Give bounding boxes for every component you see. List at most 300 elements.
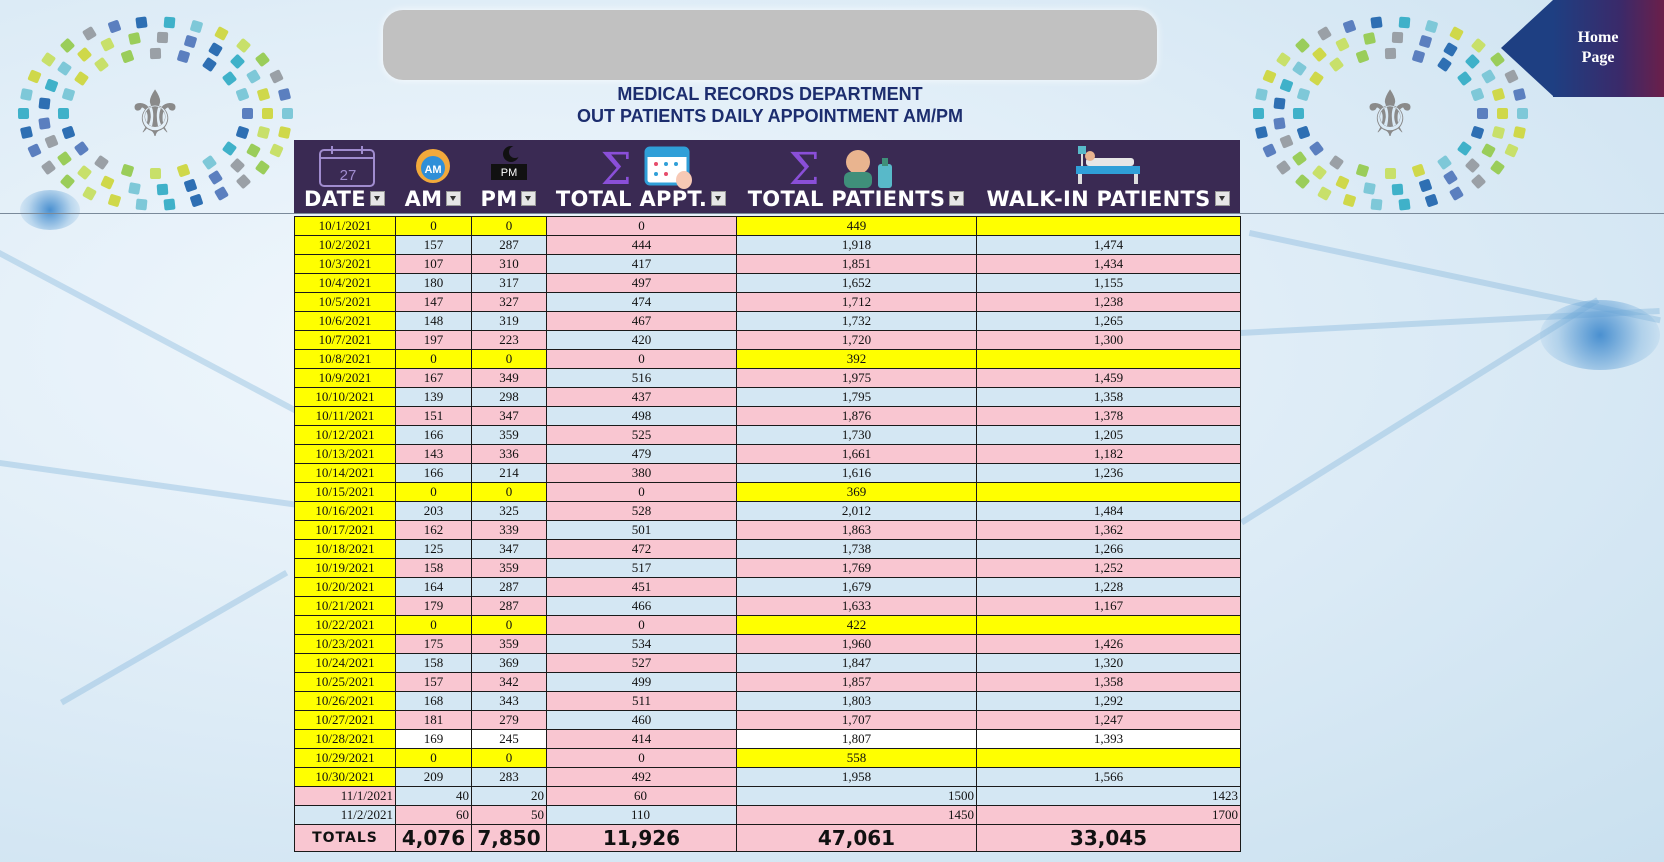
cell-date[interactable]: 11/1/2021 <box>295 787 396 806</box>
cell-pm[interactable]: 214 <box>472 464 547 483</box>
am-filter-dropdown[interactable] <box>446 191 461 206</box>
logo-tile <box>1336 175 1351 190</box>
cell-appt[interactable]: 479 <box>547 445 737 464</box>
cell-am[interactable]: 203 <box>396 502 472 521</box>
cell-am[interactable]: 168 <box>396 692 472 711</box>
cell-date[interactable]: 10/26/2021 <box>295 692 396 711</box>
cell-am[interactable]: 166 <box>396 464 472 483</box>
table-row[interactable] <box>295 274 1241 293</box>
cell-appt[interactable]: 516 <box>547 369 737 388</box>
cell-date[interactable]: 10/30/2021 <box>295 768 396 787</box>
cell-am[interactable]: 0 <box>396 483 472 502</box>
cell-am[interactable]: 139 <box>396 388 472 407</box>
pm-filter-dropdown[interactable] <box>521 191 536 206</box>
table-row-extra[interactable] <box>295 806 1241 825</box>
cell-walkin[interactable]: 1,484 <box>977 502 1241 521</box>
cell-walkin[interactable] <box>977 616 1241 635</box>
cell-am[interactable]: 60 <box>396 806 472 825</box>
table-row[interactable] <box>295 483 1241 502</box>
cell-walkin[interactable]: 1,378 <box>977 407 1241 426</box>
header-pm-label: PM <box>480 187 518 211</box>
cell-am[interactable]: 169 <box>396 730 472 749</box>
cell-date[interactable]: 10/19/2021 <box>295 559 396 578</box>
cell-pm[interactable]: 359 <box>472 559 547 578</box>
logo-tile <box>1385 48 1396 59</box>
cell-appt[interactable]: 534 <box>547 635 737 654</box>
cell-walkin[interactable]: 1,362 <box>977 521 1241 540</box>
cell-date[interactable]: 11/2/2021 <box>295 806 396 825</box>
cell-pm[interactable]: 298 <box>472 388 547 407</box>
header-date <box>294 140 395 213</box>
cell-walkin[interactable]: 1,182 <box>977 445 1241 464</box>
walkin-filter-dropdown[interactable] <box>1215 191 1230 206</box>
table-row[interactable] <box>295 635 1241 654</box>
cell-walkin[interactable] <box>977 483 1241 502</box>
total-appt-filter-dropdown[interactable] <box>711 191 726 206</box>
cell-date[interactable]: 10/2/2021 <box>295 236 396 255</box>
title-box <box>383 10 1157 80</box>
table-row[interactable] <box>295 464 1241 483</box>
cell-pm[interactable]: 342 <box>472 673 547 692</box>
cell-pm[interactable]: 287 <box>472 578 547 597</box>
cell-date[interactable]: 10/9/2021 <box>295 369 396 388</box>
cell-walkin[interactable]: 1,426 <box>977 635 1241 654</box>
cell-walkin[interactable]: 1,252 <box>977 559 1241 578</box>
svg-text:27: 27 <box>339 167 357 184</box>
cell-am[interactable]: 143 <box>396 445 472 464</box>
table-row[interactable] <box>295 369 1241 388</box>
cell-walkin[interactable]: 1,238 <box>977 293 1241 312</box>
cell-appt[interactable]: 499 <box>547 673 737 692</box>
logo-tile <box>1398 16 1410 28</box>
cell-patients[interactable]: 1,803 <box>737 692 977 711</box>
cell-pm[interactable]: 279 <box>472 711 547 730</box>
table-row[interactable] <box>295 730 1241 749</box>
cell-appt[interactable]: 528 <box>547 502 737 521</box>
cell-patients[interactable]: 1,851 <box>737 255 977 274</box>
logo-tile <box>1471 174 1487 190</box>
logo-tile <box>38 98 50 110</box>
cell-am[interactable]: 197 <box>396 331 472 350</box>
moon-pm-icon <box>489 144 529 184</box>
cell-patients[interactable]: 1,960 <box>737 635 977 654</box>
cell-pm[interactable]: 359 <box>472 635 547 654</box>
cell-pm[interactable]: 359 <box>472 426 547 445</box>
logo-tile <box>1294 174 1310 190</box>
cell-walkin[interactable]: 1,393 <box>977 730 1241 749</box>
logo-tile <box>120 49 134 63</box>
cell-patients[interactable]: 1450 <box>737 806 977 825</box>
logo-tile <box>1437 154 1452 169</box>
cell-patients[interactable]: 1,707 <box>737 711 977 730</box>
cell-pm[interactable]: 369 <box>472 654 547 673</box>
logo-tile <box>82 26 97 41</box>
cell-patients[interactable]: 1,661 <box>737 445 977 464</box>
table-row[interactable] <box>295 711 1241 730</box>
logo-tile <box>82 186 97 201</box>
cell-walkin[interactable]: 1423 <box>977 787 1241 806</box>
heading-subtitle: OUT PATIENTS DAILY APPOINTMENT AM/PM <box>576 106 963 126</box>
cell-pm[interactable]: 347 <box>472 407 547 426</box>
cell-date[interactable]: 10/29/2021 <box>295 749 396 768</box>
cell-appt[interactable]: 451 <box>547 578 737 597</box>
cell-am[interactable]: 0 <box>396 616 472 635</box>
cell-patients[interactable]: 1,738 <box>737 540 977 559</box>
total-am: 4,076 <box>396 825 472 852</box>
cell-am[interactable]: 0 <box>396 217 472 236</box>
palm-emblem-icon: ⚜ <box>1361 78 1419 152</box>
cell-date[interactable]: 10/23/2021 <box>295 635 396 654</box>
cell-pm[interactable]: 245 <box>472 730 547 749</box>
cell-date[interactable]: 10/12/2021 <box>295 426 396 445</box>
cell-date[interactable]: 10/7/2021 <box>295 331 396 350</box>
cell-appt[interactable]: 380 <box>547 464 737 483</box>
cell-appt[interactable]: 0 <box>547 350 737 369</box>
cell-patients[interactable]: 1,795 <box>737 388 977 407</box>
cell-walkin[interactable]: 1,459 <box>977 369 1241 388</box>
cell-patients[interactable]: 1,712 <box>737 293 977 312</box>
cell-appt[interactable]: 420 <box>547 331 737 350</box>
table-row[interactable] <box>295 445 1241 464</box>
cell-pm[interactable]: 317 <box>472 274 547 293</box>
cell-walkin[interactable]: 1,434 <box>977 255 1241 274</box>
table-row[interactable] <box>295 597 1241 616</box>
cell-appt[interactable]: 527 <box>547 654 737 673</box>
cell-walkin[interactable]: 1,292 <box>977 692 1241 711</box>
table-row[interactable] <box>295 502 1241 521</box>
cell-am[interactable]: 164 <box>396 578 472 597</box>
cell-appt[interactable]: 517 <box>547 559 737 578</box>
cell-pm[interactable]: 283 <box>472 768 547 787</box>
header-walkin <box>976 140 1240 213</box>
table-row[interactable] <box>295 540 1241 559</box>
table-row[interactable] <box>295 768 1241 787</box>
table-row[interactable] <box>295 578 1241 597</box>
cell-date[interactable]: 10/18/2021 <box>295 540 396 559</box>
cell-appt[interactable]: 474 <box>547 293 737 312</box>
cell-appt[interactable]: 525 <box>547 426 737 445</box>
logo-tile <box>1477 108 1488 119</box>
total-appt: 11,926 <box>547 825 737 852</box>
logo-tile <box>202 154 217 169</box>
cell-appt[interactable]: 0 <box>547 749 737 768</box>
cell-walkin[interactable]: 1,265 <box>977 312 1241 331</box>
cell-patients[interactable]: 2,012 <box>737 502 977 521</box>
cell-am[interactable]: 158 <box>396 654 472 673</box>
cell-pm[interactable]: 50 <box>472 806 547 825</box>
cell-pm[interactable]: 0 <box>472 749 547 768</box>
appointments-table <box>294 216 1241 852</box>
cell-patients[interactable]: 1,679 <box>737 578 977 597</box>
cell-am[interactable]: 175 <box>396 635 472 654</box>
cell-appt[interactable]: 498 <box>547 407 737 426</box>
cell-am[interactable]: 107 <box>396 255 472 274</box>
logo-tile <box>59 37 75 53</box>
cell-pm[interactable]: 0 <box>472 616 547 635</box>
cell-appt[interactable]: 460 <box>547 711 737 730</box>
cell-patients[interactable]: 1,876 <box>737 407 977 426</box>
logo-tile <box>76 47 92 63</box>
logo-tile <box>1449 26 1464 41</box>
cell-date[interactable]: 10/1/2021 <box>295 217 396 236</box>
cell-am[interactable]: 180 <box>396 274 472 293</box>
cell-walkin[interactable]: 1,566 <box>977 768 1241 787</box>
cell-appt[interactable]: 110 <box>547 806 737 825</box>
cell-am[interactable]: 0 <box>396 749 472 768</box>
logo-tile <box>1292 150 1307 165</box>
cell-appt[interactable]: 0 <box>547 483 737 502</box>
cell-date[interactable]: 10/10/2021 <box>295 388 396 407</box>
table-row[interactable] <box>295 312 1241 331</box>
table-row[interactable] <box>295 255 1241 274</box>
cell-walkin[interactable] <box>977 217 1241 236</box>
cell-date[interactable]: 10/27/2021 <box>295 711 396 730</box>
cell-am[interactable]: 162 <box>396 521 472 540</box>
cell-patients[interactable]: 1,732 <box>737 312 977 331</box>
logo-tile <box>1490 160 1505 175</box>
table-row-extra[interactable] <box>295 787 1241 806</box>
cell-walkin[interactable] <box>977 749 1241 768</box>
logo-tile <box>163 199 175 211</box>
logo-tile <box>1343 19 1357 33</box>
home-page-button[interactable] <box>1501 0 1664 97</box>
logo-tile <box>57 150 72 165</box>
cell-am[interactable]: 209 <box>396 768 472 787</box>
cell-date[interactable]: 10/20/2021 <box>295 578 396 597</box>
logo-tile <box>1273 117 1285 129</box>
cell-date[interactable]: 10/8/2021 <box>295 350 396 369</box>
logo-tile <box>157 32 168 43</box>
calendar-icon <box>318 144 376 188</box>
logo-tile <box>1464 158 1480 174</box>
date-filter-dropdown[interactable] <box>370 191 385 206</box>
cell-pm[interactable]: 327 <box>472 293 547 312</box>
arrow-left-icon <box>1501 0 1553 96</box>
logo-tile <box>136 16 148 28</box>
total-patients-filter-dropdown[interactable] <box>949 191 964 206</box>
cell-pm[interactable]: 310 <box>472 255 547 274</box>
cell-patients[interactable]: 1,633 <box>737 597 977 616</box>
cell-walkin[interactable]: 1,205 <box>977 426 1241 445</box>
cell-appt[interactable]: 0 <box>547 616 737 635</box>
logo-tile <box>1398 199 1410 211</box>
cell-am[interactable]: 157 <box>396 236 472 255</box>
cell-pm[interactable]: 336 <box>472 445 547 464</box>
cell-patients[interactable]: 1,807 <box>737 730 977 749</box>
cell-date[interactable]: 10/17/2021 <box>295 521 396 540</box>
logo-tile <box>189 194 203 208</box>
cell-patients[interactable]: 1500 <box>737 787 977 806</box>
table-row[interactable] <box>295 407 1241 426</box>
cell-patients[interactable]: 1,652 <box>737 274 977 293</box>
cell-date[interactable]: 10/4/2021 <box>295 274 396 293</box>
cell-walkin[interactable] <box>977 350 1241 369</box>
cell-pm[interactable]: 347 <box>472 540 547 559</box>
table-row[interactable] <box>295 616 1241 635</box>
cell-date[interactable]: 10/28/2021 <box>295 730 396 749</box>
cell-am[interactable]: 158 <box>396 559 472 578</box>
cell-patients[interactable]: 558 <box>737 749 977 768</box>
cell-date[interactable]: 10/11/2021 <box>295 407 396 426</box>
appointments-table-body <box>295 217 1241 852</box>
cell-appt[interactable]: 437 <box>547 388 737 407</box>
cell-am[interactable]: 0 <box>396 350 472 369</box>
table-row[interactable] <box>295 426 1241 445</box>
cell-patients[interactable]: 392 <box>737 350 977 369</box>
logo-tile <box>128 182 141 195</box>
cell-appt[interactable]: 444 <box>547 236 737 255</box>
logo-tile <box>100 37 115 52</box>
cell-patients[interactable]: 1,720 <box>737 331 977 350</box>
logo-tile <box>1471 37 1487 53</box>
cell-am[interactable]: 125 <box>396 540 472 559</box>
table-row[interactable] <box>295 331 1241 350</box>
logo-tile <box>1317 26 1332 41</box>
table-row[interactable] <box>295 654 1241 673</box>
table-row[interactable] <box>295 521 1241 540</box>
logo-tile <box>1371 16 1383 28</box>
cell-date[interactable]: 10/21/2021 <box>295 597 396 616</box>
cell-appt[interactable]: 60 <box>547 787 737 806</box>
total-pm: 7,850 <box>472 825 547 852</box>
cell-am[interactable]: 148 <box>396 312 472 331</box>
cell-patients[interactable]: 422 <box>737 616 977 635</box>
cell-pm[interactable]: 0 <box>472 483 547 502</box>
cell-pm[interactable]: 349 <box>472 369 547 388</box>
cell-date[interactable]: 10/15/2021 <box>295 483 396 502</box>
cell-appt[interactable]: 0 <box>547 217 737 236</box>
cell-pm[interactable]: 0 <box>472 350 547 369</box>
header-total-patients-label: TOTAL PATIENTS <box>747 187 946 211</box>
cell-pm[interactable]: 20 <box>472 787 547 806</box>
cell-patients[interactable]: 1,730 <box>737 426 977 445</box>
table-row[interactable] <box>295 293 1241 312</box>
logo-tile <box>236 174 252 190</box>
logo-tile <box>1355 49 1369 63</box>
table-row[interactable] <box>295 388 1241 407</box>
logo-tile <box>120 164 134 178</box>
logo-tile <box>1464 54 1480 70</box>
cell-date[interactable]: 10/25/2021 <box>295 673 396 692</box>
cell-date[interactable]: 10/14/2021 <box>295 464 396 483</box>
cell-walkin[interactable]: 1,358 <box>977 673 1241 692</box>
cell-patients[interactable]: 1,769 <box>737 559 977 578</box>
cell-am[interactable]: 40 <box>396 787 472 806</box>
cell-patients[interactable]: 1,863 <box>737 521 977 540</box>
cell-appt[interactable]: 414 <box>547 730 737 749</box>
cell-appt[interactable]: 472 <box>547 540 737 559</box>
cell-walkin[interactable]: 1,247 <box>977 711 1241 730</box>
logo-tile <box>236 37 252 53</box>
cell-date[interactable]: 10/5/2021 <box>295 293 396 312</box>
cell-am[interactable]: 166 <box>396 426 472 445</box>
cell-date[interactable]: 10/22/2021 <box>295 616 396 635</box>
cell-patients[interactable]: 369 <box>737 483 977 502</box>
cell-appt[interactable]: 467 <box>547 312 737 331</box>
cell-appt[interactable]: 417 <box>547 255 737 274</box>
cell-walkin[interactable]: 1,358 <box>977 388 1241 407</box>
cell-date[interactable]: 10/24/2021 <box>295 654 396 673</box>
cell-pm[interactable]: 319 <box>472 312 547 331</box>
sigma-calendar-icon <box>594 144 704 190</box>
cell-walkin[interactable]: 1700 <box>977 806 1241 825</box>
cell-am[interactable]: 147 <box>396 293 472 312</box>
table-row[interactable] <box>295 350 1241 369</box>
logo-tile <box>1273 98 1285 110</box>
logo-tile <box>202 57 217 72</box>
cell-appt[interactable]: 497 <box>547 274 737 293</box>
table-row[interactable] <box>295 236 1241 255</box>
logo-tile <box>282 108 293 119</box>
cell-walkin[interactable]: 1,474 <box>977 236 1241 255</box>
cell-walkin[interactable]: 1,155 <box>977 274 1241 293</box>
logo-tile <box>262 108 273 119</box>
logo-tile <box>1517 108 1528 119</box>
logo-tile <box>1412 50 1426 64</box>
cell-am[interactable]: 167 <box>396 369 472 388</box>
cell-walkin[interactable]: 1,236 <box>977 464 1241 483</box>
cell-walkin[interactable]: 1,300 <box>977 331 1241 350</box>
table-row[interactable] <box>295 692 1241 711</box>
cell-appt[interactable]: 501 <box>547 521 737 540</box>
cell-appt[interactable]: 492 <box>547 768 737 787</box>
total-label: TOTALS <box>295 825 396 852</box>
logo-tile <box>189 19 203 33</box>
cell-pm[interactable]: 287 <box>472 236 547 255</box>
logo-tile <box>1355 164 1369 178</box>
table-row[interactable] <box>295 217 1241 236</box>
cell-date[interactable]: 10/13/2021 <box>295 445 396 464</box>
cell-walkin[interactable]: 1,167 <box>977 597 1241 616</box>
cell-date[interactable]: 10/3/2021 <box>295 255 396 274</box>
background-node <box>1540 300 1660 370</box>
logo-tile <box>1418 34 1432 48</box>
logo-tile <box>214 186 229 201</box>
table-row[interactable] <box>295 749 1241 768</box>
cell-am[interactable]: 181 <box>396 711 472 730</box>
cell-pm[interactable]: 0 <box>472 217 547 236</box>
logo-tile <box>1392 32 1403 43</box>
cell-patients[interactable]: 1,847 <box>737 654 977 673</box>
cell-patients[interactable]: 1,958 <box>737 768 977 787</box>
cell-pm[interactable]: 287 <box>472 597 547 616</box>
cell-date[interactable]: 10/16/2021 <box>295 502 396 521</box>
table-row[interactable] <box>295 673 1241 692</box>
cell-am[interactable]: 157 <box>396 673 472 692</box>
logo-tile <box>108 194 122 208</box>
cell-patients[interactable]: 1,616 <box>737 464 977 483</box>
cell-pm[interactable]: 343 <box>472 692 547 711</box>
cell-appt[interactable]: 511 <box>547 692 737 711</box>
cell-pm[interactable]: 339 <box>472 521 547 540</box>
totals-row <box>295 825 1241 852</box>
cell-pm[interactable]: 223 <box>472 331 547 350</box>
cell-appt[interactable]: 466 <box>547 597 737 616</box>
cell-walkin[interactable]: 1,266 <box>977 540 1241 559</box>
cell-am[interactable]: 151 <box>396 407 472 426</box>
cell-pm[interactable]: 325 <box>472 502 547 521</box>
cell-patients[interactable]: 1,975 <box>737 369 977 388</box>
cell-walkin[interactable]: 1,320 <box>977 654 1241 673</box>
cell-date[interactable]: 10/6/2021 <box>295 312 396 331</box>
table-row[interactable] <box>295 559 1241 578</box>
cell-am[interactable]: 179 <box>396 597 472 616</box>
cell-patients[interactable]: 1,918 <box>737 236 977 255</box>
logo-tile <box>1329 154 1344 169</box>
cell-walkin[interactable]: 1,228 <box>977 578 1241 597</box>
cell-patients[interactable]: 1,857 <box>737 673 977 692</box>
cell-patients[interactable]: 449 <box>737 217 977 236</box>
